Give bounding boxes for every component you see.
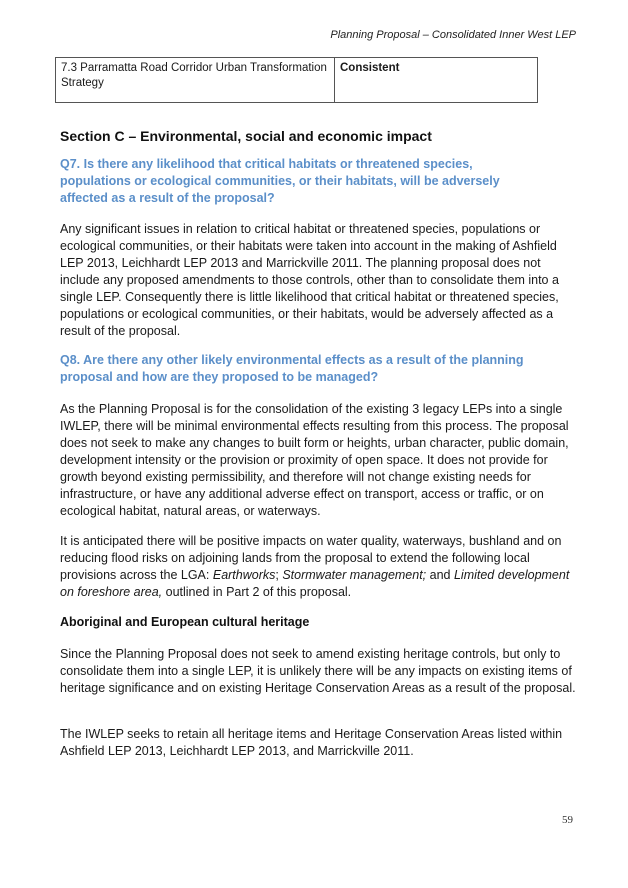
- heritage-heading: Aboriginal and European cultural heritage: [60, 615, 310, 629]
- section-heading: Section C – Environmental, social and economic impact: [60, 128, 432, 144]
- answer-q8-outro: outlined in Part 2 of this proposal.: [162, 585, 352, 599]
- answer-q8-para1: As the Planning Proposal is for the consolidation of the existing 3 legacy LEPs into a single IWLEP, there will be minimal environmental effects resulting from this process. The proposal does not seek to make any changes to built form or heights, urban character, public domain, development intensity or the provision or proximity of open space. It does not provide for growth beyond existing permissibility, and therefore will not change existing needs for infrastructure, or have any additional adverse effect on transport, access or traffic, or on ecological habitat, natural areas, or waterways.: [60, 402, 569, 518]
- consistency-table: [55, 57, 538, 103]
- separator: and: [426, 568, 454, 582]
- provision-earthworks: Earthworks: [212, 568, 276, 582]
- table-cell-status: Consistent: [335, 58, 538, 103]
- provision-stormwater: Stormwater management;: [282, 568, 427, 582]
- table-row: [56, 58, 538, 103]
- separator: ;: [275, 568, 283, 582]
- page-number: 59: [562, 814, 573, 826]
- answer-q8-para2: [60, 533, 580, 601]
- question-q8: Q8. Are there any other likely environmental effects as a result of the planning proposal and how are they proposed to be managed?: [60, 353, 524, 384]
- answer-q8-intro: It is anticipated there will be positive impacts on water quality, waterways, bushland and on reducing flood risks on adjoining lands from the proposal to extend the following local provisions across the LGA:: [60, 534, 562, 582]
- table-cell-item: 7.3 Parramatta Road Corridor Urban Transformation Strategy: [56, 58, 335, 103]
- running-header: Planning Proposal – Consolidated Inner West LEP: [330, 29, 576, 41]
- heritage-para1: Since the Planning Proposal does not seek to amend existing heritage controls, but only to consolidate them into a single LEP, it is unlikely there will be any impacts on existing items of heritage significance and on existing Heritage Conservation Areas as a result of the proposal.: [60, 647, 576, 695]
- heritage-para2: The IWLEP seeks to retain all heritage items and Heritage Conservation Areas listed within Ashfield LEP 2013, Leichhardt LEP 2013, and Marrickville 2011.: [60, 727, 563, 758]
- question-q7: Q7. Is there any likelihood that critical habitats or threatened species, populations or ecological communities, or their habitats, will be adversely affected as a result of the proposal?: [60, 157, 500, 205]
- provision-foreshore: Limited development on foreshore area,: [60, 568, 570, 599]
- answer-q7: Any significant issues in relation to critical habitat or threatened species, populations or ecological communities, or their habitats were taken into account in the making of Ashfield LEP 2013, Leichhardt LEP 2013 and Marrickville 2011. The planning proposal does not include any proposed amendments to those controls, other than to consolidate them into a single LEP. Consequently there is little likelihood that critical habitat or threatened species, populations or ecological communities, or their habitats, would be adversely affected as a result of the proposal.: [60, 222, 559, 338]
